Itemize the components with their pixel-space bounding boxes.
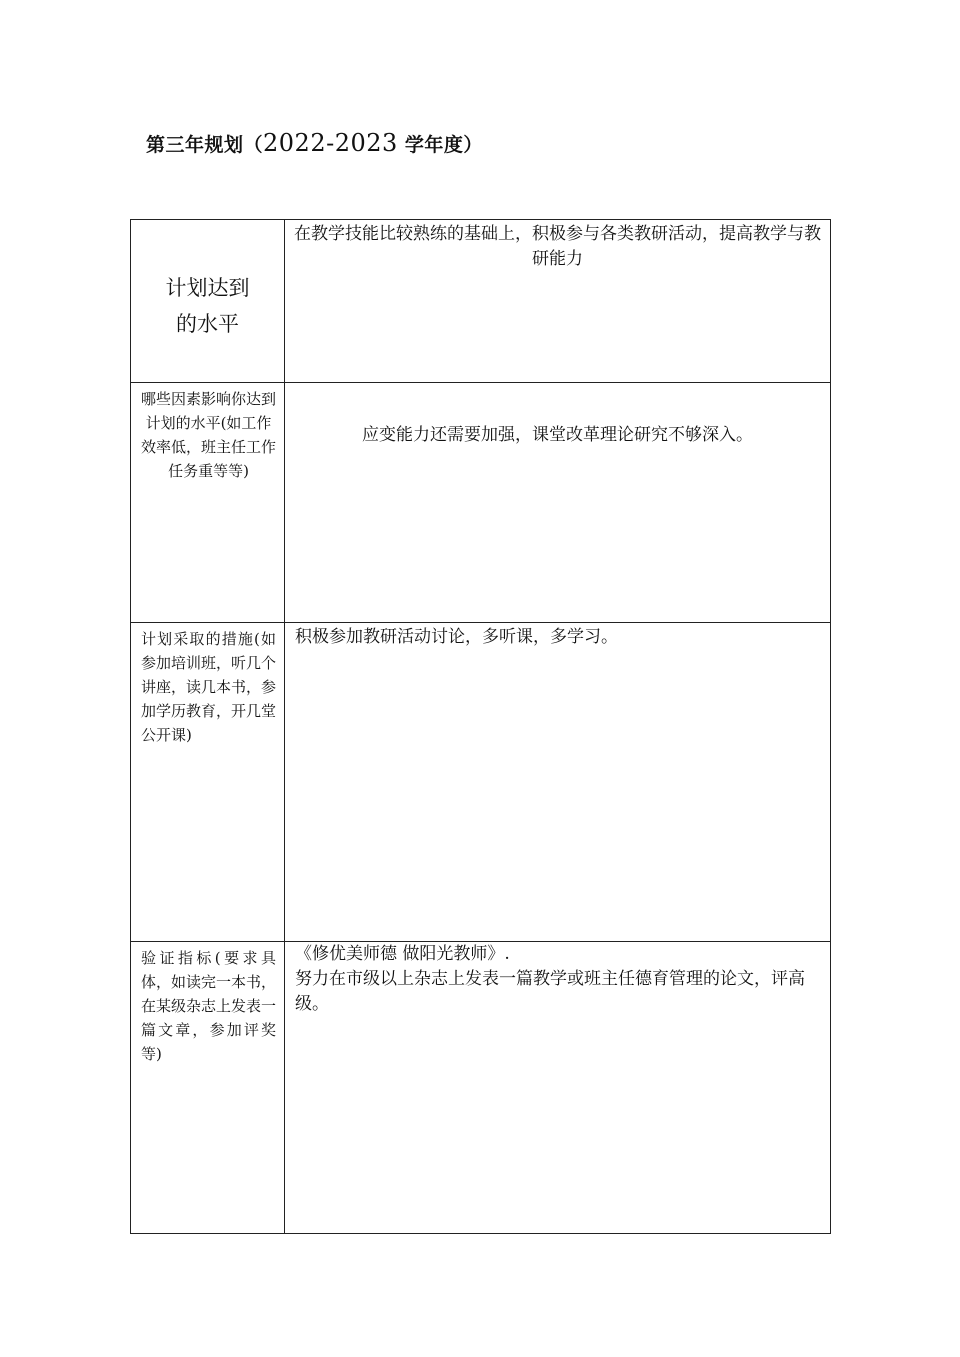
label-cell — [131, 383, 285, 623]
title-year: 2022-2023 — [263, 129, 398, 157]
content-cell — [285, 383, 831, 623]
title-prefix: 第三年规划（ — [146, 134, 264, 156]
page-title — [146, 129, 483, 157]
table-row-measures — [131, 623, 831, 942]
row-label: 计划达到的水平 — [165, 276, 250, 336]
content-cell — [285, 623, 831, 942]
row-label: 计划采取的措施(如参加培训班，听几个讲座，读几本书，参加学历教育，开几堂公开课) — [141, 630, 277, 744]
label-cell — [131, 220, 285, 383]
row-label: 哪些因素影响你达到计划的水平(如工作效率低，班主任工作任务重等等) — [141, 390, 277, 480]
row-content — [285, 942, 830, 1017]
table-row-target-level — [131, 220, 831, 383]
table-row-verification — [131, 942, 831, 1234]
row-content: 积极参加教研活动讨论，多听课，多学习。 — [295, 627, 618, 647]
row-content: 在教学技能比较熟练的基础上，积极参与各类教研活动，提高教学与教研能力 — [294, 224, 821, 269]
row-label: 验证指标(要求具体，如读完一本书，在某级杂志上发表一篇文章，参加评奖等) — [141, 949, 277, 1063]
content-cell — [285, 942, 831, 1234]
title-suffix: 学年度） — [397, 134, 483, 156]
content-line: 努力在市级以上杂志上发表一篇教学或班主任德育管理的论文，评高级。 — [295, 969, 805, 1014]
label-cell — [131, 623, 285, 942]
plan-table — [130, 219, 831, 1234]
content-cell — [285, 220, 831, 383]
row-content: 应变能力还需要加强，课堂改革理论研究不够深入。 — [362, 425, 753, 445]
table-row-influencing-factors — [131, 383, 831, 623]
content-line: 《修优美师德 做阳光教师》. — [295, 944, 510, 964]
label-cell — [131, 942, 285, 1234]
